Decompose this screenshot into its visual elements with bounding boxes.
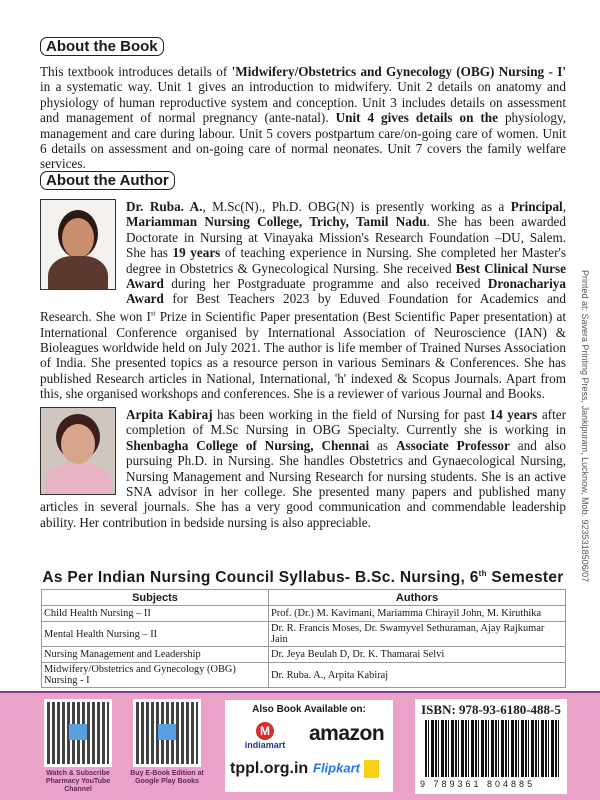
youtube-qr-code[interactable] xyxy=(44,699,112,767)
bold-text: 'Midwifery/Obstetrics and Gynecology (OBG) Nursing - I' xyxy=(231,64,566,79)
available-label: Also Book Available on: xyxy=(252,704,366,715)
author2-bio xyxy=(40,407,566,530)
indiamart-logo: M indiamart xyxy=(244,724,286,750)
table-row xyxy=(42,647,566,663)
barcode-digits: 9 789361 804885 xyxy=(420,779,536,789)
text-segment: in a systematic way. Unit 1 gives an introduction to midwifery. Unit 2 details on anatomy and physiology of human reproductive system and conception. Unit 3 includes details on assessment and management of normal pregnancy (ante-natal). xyxy=(40,79,566,126)
text-segment: physiology, management and care during labour. Unit 5 covers postpartum care/on-going care of women. Unit 6 details on assessment and on-going care of normal neonates. Unit 7 covers the family welfare services. xyxy=(40,110,566,172)
syllabus-table xyxy=(41,589,566,688)
authors-cell: Dr. R. Francis Moses, Dr. Swamyvel Sethuraman, Ajay Rajkumar Jain xyxy=(269,622,566,647)
bold-text: Unit 4 gives details on the xyxy=(335,110,498,126)
qr2-caption: Buy E-Book Edition at Google Play Books xyxy=(130,770,204,785)
text-segment: Prize in Scientific Paper presentation (Best Scientific Paper presentation) at International Conference organised by International Association of Neuroscience (IAN) & Bioleagues worldwide held on July 2021. The author is life member of Trained Nurses Association of India. She presented topics as a resource person in various Seminars & Conferences. She has published Research articles in National, International, 'h' indexed & Scopus Journals. Apart from this, she organised workshops and conferences. She is a reviewer of various Journal and Books. xyxy=(40,309,566,402)
qr1-caption: Watch & Subscribe Pharmacy YouTube Channel xyxy=(45,770,111,793)
amazon-logo: amazon xyxy=(309,722,385,745)
isbn-text: ISBN: 978-93-6180-488-5 xyxy=(421,702,561,717)
availability-box xyxy=(225,700,393,792)
about-author-heading: About the Author xyxy=(40,171,175,190)
authors-cell: Dr. Jeya Beulah D, Dr. K. Thamarai Selvi xyxy=(269,647,566,663)
text-segment: , xyxy=(562,199,567,214)
printer-note: Printed at: Savera Printing Press, Jankipuram, Lucknow, Mob. 9235318506/07 xyxy=(580,270,590,583)
bold-text: Associate Professor xyxy=(395,437,510,453)
bold-text: Principal xyxy=(510,199,563,214)
syllabus-title: As Per Indian Nursing Council Syllabus- B.Sc. Nursing, 6th Semester xyxy=(42,569,564,587)
author1-bio xyxy=(40,199,566,402)
text-segment: and also pursuing Ph.D. in Nursing. She handles Obstetrics and Gynaecological Nursing, Nursing Management and Nursing Research for nursing students. She is an active SNA advisor in her college. She presented many papers and published many articles in several journals. She has a very good communication and commendable leadership ability. Her contribution in bedside nursing is also appreciable. xyxy=(40,437,566,530)
barcode xyxy=(425,720,559,777)
bold-text: 14 years xyxy=(489,407,538,422)
text-segment: during her Postgraduate programme and also received xyxy=(163,276,488,292)
bold-text: Mariamman Nursing College, Trichy, Tamil Nadu xyxy=(126,214,427,230)
isbn-barcode xyxy=(415,699,567,794)
text-segment: has been working in the field of Nursing for past xyxy=(212,407,490,422)
bold-text: Arpita Kabiraj xyxy=(126,407,213,422)
bold-text: Shenbagha College of Nursing, Chennai xyxy=(126,437,370,453)
subject-cell: Midwifery/Obstetrics and Gynecology (OBG) Nursing - I xyxy=(42,663,269,688)
subject-cell: Nursing Management and Leadership xyxy=(42,647,269,663)
about-book-text xyxy=(40,64,566,172)
table-row xyxy=(42,606,566,622)
authors-cell: Prof. (Dr.) M. Kavimani, Mariamma Chirayil John, M. Kiruthika xyxy=(269,606,566,622)
about-book-heading: About the Book xyxy=(40,37,164,56)
bold-text: 19 years xyxy=(172,245,221,261)
text-segment: This textbook introduces details of xyxy=(40,64,232,79)
table-row xyxy=(42,663,566,688)
text-segment: , M.Sc(N)., Ph.D. OBG(N) is presently working as a xyxy=(202,199,511,214)
col-subjects: Subjects xyxy=(42,590,269,606)
text-segment: st xyxy=(150,309,156,318)
flipkart-logo: Flipkart xyxy=(313,760,379,778)
col-authors: Authors xyxy=(269,590,566,606)
playbooks-qr-code[interactable] xyxy=(133,699,201,767)
authors-cell: Dr. Ruba. A., Arpita Kabiraj xyxy=(269,663,566,688)
author1-photo xyxy=(40,199,116,303)
text-segment: for Best Teachers 2023 by Eduved Foundation for Academics and Research. She won I xyxy=(40,291,566,325)
text-segment: . She has been awarded Doctorate in Nursing at Vinayaka Mission's Research Foundation –DU, Salem. She has xyxy=(126,214,567,261)
text-segment: after completion of M.Sc Nursing in OBG Specialty. Currently she is working in xyxy=(126,407,566,438)
bold-text: Dronachariya Award xyxy=(126,276,566,307)
table-row xyxy=(42,622,566,647)
bold-text: Dr. Ruba. A. xyxy=(126,199,203,214)
bold-text: Best Clinical Nurse Award xyxy=(126,260,566,292)
subject-cell: Mental Health Nursing – II xyxy=(42,622,269,647)
text-segment: of teaching experience in Nursing. She completed her Master's degree in Obstetrics & Gynecological Nursing. She received xyxy=(126,245,566,276)
footer-band xyxy=(0,691,600,800)
author2-photo xyxy=(40,407,116,499)
tppl-logo: tppl.org.in xyxy=(230,760,309,777)
subject-cell: Child Health Nursing – II xyxy=(42,606,269,622)
text-segment: as xyxy=(369,437,396,453)
